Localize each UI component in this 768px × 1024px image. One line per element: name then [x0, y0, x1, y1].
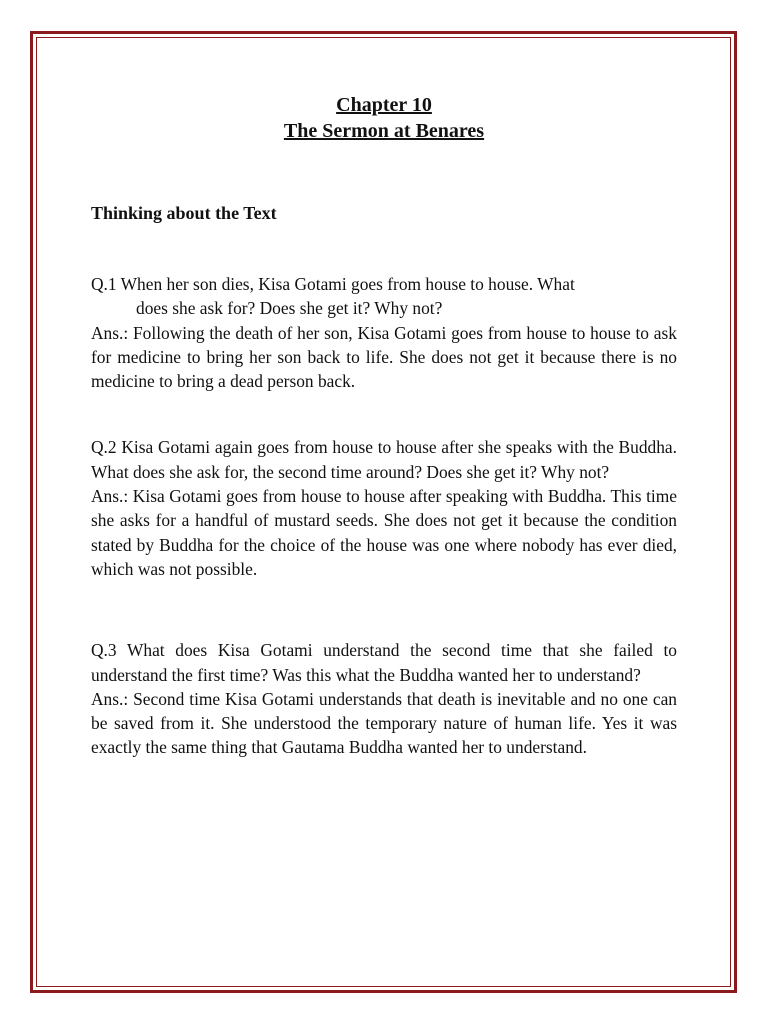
section-title: Thinking about the Text	[91, 203, 277, 223]
chapter-heading	[91, 92, 677, 144]
qa-block-3	[91, 638, 677, 759]
question-1	[91, 272, 677, 321]
chapter-title: The Sermon at Benares	[283, 120, 485, 142]
document-content	[91, 92, 677, 760]
answer-1: Ans.: Following the death of her son, Kisa Gotami goes from house to house to ask for medicine to bring her son back to life. She does not get it because there is no medicine to bring a dead person back.	[91, 322, 677, 392]
qa-block-1	[91, 272, 677, 393]
chapter-number: Chapter 10	[336, 94, 432, 116]
answer-3: Ans.: Second time Kisa Gotami understands that death is inevitable and no one can be saved from it. She understood the temporary nature of human life. Yes it was exactly the same thing that Gautama Buddha wanted her to understand.	[91, 688, 677, 758]
question-1-continuation: does she ask for? Does she get it? Why not?	[136, 298, 443, 319]
question-2: Q.2 Kisa Gotami again goes from house to house after she speaks with the Buddha. What does she ask for, the second time around? Does she get it? Why not?	[91, 437, 677, 482]
answer-2: Ans.: Kisa Gotami goes from house to house after speaking with Buddha. This time she asks for a handful of mustard seeds. She does not get it because the condition stated by Buddha for the choice of the house was one where nobody has ever died, which was not possible.	[91, 486, 677, 579]
qa-block-2	[91, 435, 677, 581]
question-1-line: Q.1 When her son dies, Kisa Gotami goes from house to house. What	[91, 274, 575, 294]
question-3: Q.3 What does Kisa Gotami understand the second time that she failed to understand the first time? Was this what the Buddha wanted her to understand?	[91, 640, 677, 685]
